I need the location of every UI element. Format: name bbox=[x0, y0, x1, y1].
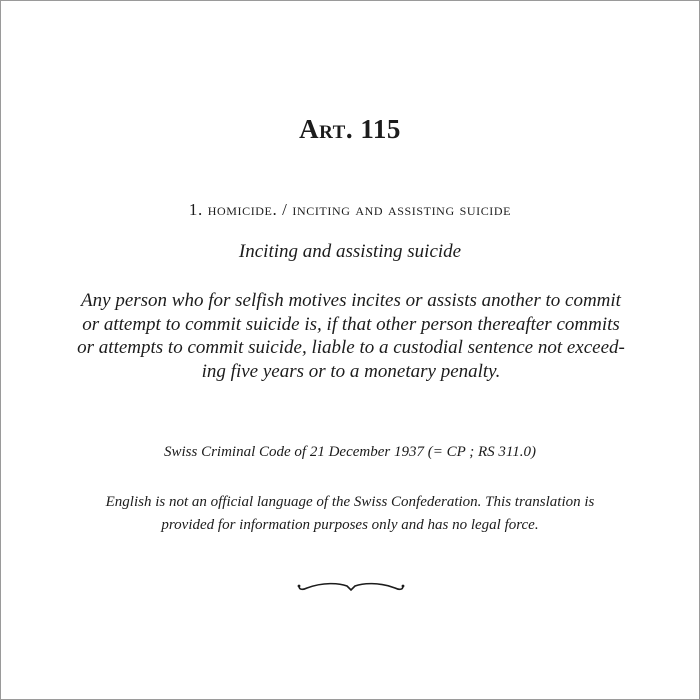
article-title: Art. 115 bbox=[299, 114, 401, 144]
translation-disclaimer bbox=[41, 491, 659, 537]
article-subtitle: Inciting and assisting suicide bbox=[238, 241, 462, 262]
flourish-divider-icon bbox=[295, 577, 407, 597]
body-line: Any person who for selfish motives incites or assists another to commit bbox=[81, 290, 621, 311]
disclaimer-line: English is not an official language of the Swiss Confederation. This translation is bbox=[105, 494, 595, 510]
body-line: or attempts to commit suicide, liable to a custodial sentence not exceed- bbox=[77, 337, 625, 358]
section-heading: 1. homicide. / inciting and assisting suicide bbox=[188, 200, 512, 219]
body-line: or attempt to commit suicide is, if that other person thereafter commits bbox=[82, 313, 620, 335]
article-body bbox=[55, 289, 647, 383]
source-citation: Swiss Criminal Code of 21 December 1937 (= CP ; RS 311.0) bbox=[163, 444, 537, 460]
disclaimer-line: provided for information purposes only and has no legal force. bbox=[161, 517, 539, 533]
body-line: ing five years or to a monetary penalty. bbox=[201, 360, 501, 382]
